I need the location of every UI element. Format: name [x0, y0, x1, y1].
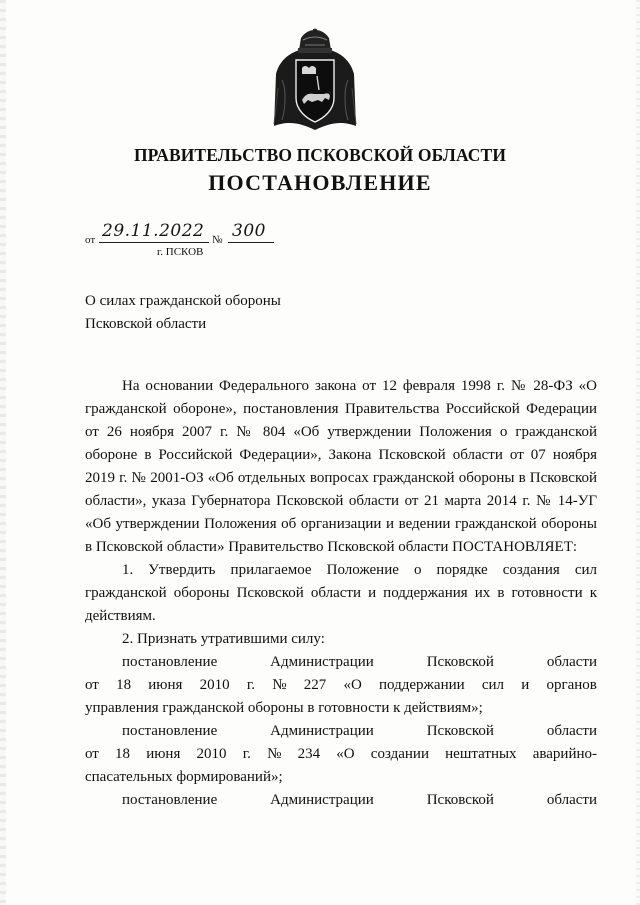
date-underline [99, 242, 209, 243]
subject-line: О силах гражданской обороны [85, 293, 281, 309]
word: Псковской [426, 654, 494, 670]
coat-of-arms-icon [272, 28, 358, 132]
act-1-second-line [85, 674, 597, 697]
subject-block [85, 290, 281, 336]
scan-edge-left [0, 0, 6, 905]
word: сил [481, 677, 505, 693]
document-body [85, 375, 597, 812]
word: «О [343, 677, 362, 693]
word: 227 [303, 677, 327, 693]
word: «О [336, 746, 355, 762]
text-line: Положения об организации и ведении гражданской обороны в Псковской [85, 516, 597, 555]
act-2-second-line [85, 743, 597, 766]
number-label: № [212, 234, 223, 246]
text-line: к действиям. [85, 585, 598, 624]
word: аварийно- [532, 746, 597, 762]
text-line: о гражданской обороне в Российской Федерации», Закона Псковской [85, 424, 598, 463]
item-2-intro: 2. Признать утратившими силу: [122, 631, 325, 647]
word: области [546, 792, 597, 808]
act-2-lead-line [85, 720, 597, 743]
word: № [272, 677, 287, 693]
text-line: «О гражданской обороне», постановления Правительства Российской [85, 378, 597, 417]
government-name: ПРАВИТЕЛЬСТВО ПСКОВСКОЙ ОБЛАСТИ [133, 145, 507, 165]
text-line: На основании Федерального закона от 12 февраля 1998 г. № 28-ФЗ [122, 378, 573, 394]
act-2-third-line: спасательных формирований»; [85, 769, 283, 785]
word: Псковской [426, 723, 494, 739]
word: Администрации [270, 792, 374, 808]
word: 18 [115, 746, 131, 762]
text-line: 1. Утвердить прилагаемое Положение о порядке создания сил [122, 562, 597, 578]
word: г. [242, 746, 251, 762]
handwritten-number: 300 [232, 221, 266, 241]
text-line: Федерации от 26 ноября 2007 г. № 804 «Об утверждении Положения [85, 401, 597, 440]
preamble-paragraph [85, 375, 597, 559]
city-label: г. ПСКОВ [157, 246, 204, 258]
date-number-line [85, 222, 285, 248]
word: г. [246, 677, 256, 693]
text-line: области от 07 ноября 2019 г. № 2001-ОЗ «Об отдельных вопросах [85, 447, 598, 486]
document-type-title: ПОСТАНОВЛЕНИЕ [208, 170, 432, 195]
word: нештатных [445, 746, 517, 762]
word: № [267, 746, 282, 762]
word: 2010 [196, 746, 227, 762]
word: июня [146, 746, 181, 762]
word: 18 [116, 677, 132, 693]
act-3-lead-line [85, 789, 597, 812]
number-underline [228, 242, 274, 243]
text-line: гражданской обороны Псковской области и поддержания их в готовности [85, 585, 583, 601]
word: 2010 [199, 677, 230, 693]
word: создании [370, 746, 429, 762]
word: области [546, 723, 597, 739]
word: области [546, 654, 597, 670]
word: Псковской [426, 792, 494, 808]
word: постановление [122, 723, 218, 739]
word: от [85, 677, 99, 693]
subject-line: Псковской области [85, 316, 207, 332]
word: 234 [297, 746, 321, 762]
word: июня [148, 677, 183, 693]
word: постановление [122, 792, 218, 808]
text-line: Псковской области от 21 марта 2014 г. № 14-УГ «Об утверждении [85, 493, 598, 532]
word: органов [546, 677, 597, 693]
word: Администрации [270, 654, 374, 670]
from-label: от [85, 234, 96, 246]
word: от [85, 746, 99, 762]
act-1-lead-line [85, 651, 597, 674]
text-line: области» Правительство Псковской области ПОСТАНОВЛЯЕТ: [166, 539, 578, 555]
item-1-paragraph [85, 559, 597, 628]
scan-edge-right [636, 0, 640, 905]
text-line: гражданской обороны в Псковской области», указа Губернатора [85, 470, 598, 509]
word: и [521, 677, 530, 693]
act-1-third-line: управления гражданской обороны в готовности к действиям»; [85, 700, 483, 716]
word: поддержании [379, 677, 465, 693]
handwritten-date: 29.11.2022 [102, 221, 205, 241]
word: Администрации [270, 723, 374, 739]
word: постановление [122, 654, 218, 670]
